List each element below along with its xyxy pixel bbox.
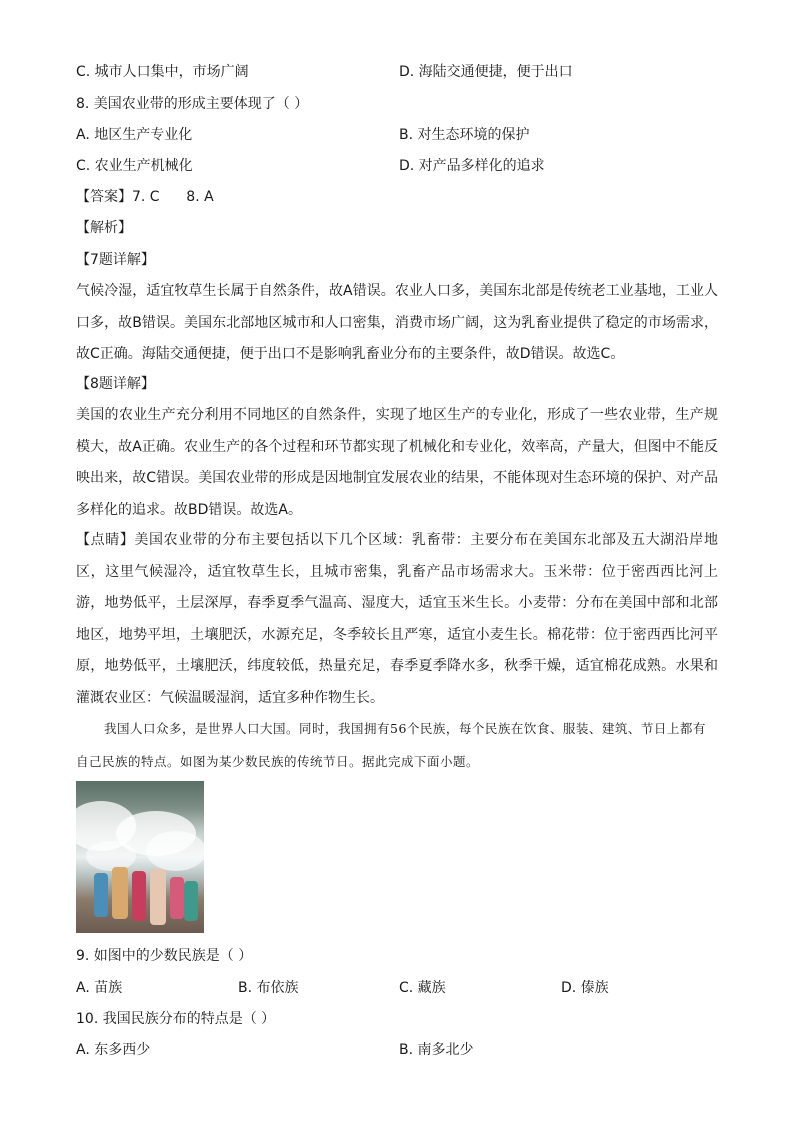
analysis-label: 【解析】	[76, 220, 132, 236]
q7-option-d: D. 海陆交通便捷，便于出口	[399, 64, 573, 80]
q9-option-a: A. 苗族	[76, 980, 123, 996]
detail7-label: 【7题详解】	[76, 252, 155, 268]
q8-stem: 8. 美国农业带的形成主要体现了（ ）	[76, 96, 309, 112]
q9-option-c: C. 藏族	[399, 980, 446, 996]
detail7-text: 气候冷湿，适宜牧草生长属于自然条件，故A错误。农业人口多，美国东北部是传统老工业基地，工业人口多，故B错误。美国东北部地区城市和人口密集，消费市场广阔，这为乳畜业提供了稳定的市场需求，故C正确。海陆交通便捷，便于出口不是影响乳畜业分布的主要条件，故D错误。故选C。	[76, 283, 718, 362]
answer-label: 【答案】	[76, 189, 132, 205]
q8-option-c: C. 农业生产机械化	[76, 158, 193, 174]
detail8-text: 美国的农业生产充分利用不同地区的自然条件，实现了地区生产的专业化，形成了一些农业带，生产规模大，故A正确。农业生产的各个过程和环节都实现了机械化和专业化，效率高，产量大，但图中不能反映出来，故C错误。美国农业带的形成是因地制宜发展农业的结果，不能体现对生态环境的保护、对产品多样化的追求。故BD错误。故选A。	[76, 407, 718, 518]
point-paragraph	[76, 525, 718, 714]
q9-stem: 9. 如图中的少数民族是（ ）	[76, 948, 253, 964]
q10-option-a: A. 东多西少	[76, 1042, 151, 1058]
point-text: 美国农业带的分布主要包括以下几个区域：乳畜带：主要分布在美国东北部及五大湖沿岸地区，这里气候湿冷，适宜牧草生长，且城市密集，乳畜产品市场需求大。玉米带：位于密西西比河上游，地势低平，土层深厚，春季夏季气温高、湿度大，适宜玉米生长。小麦带：分布在美国中部和北部地区，地势平坦，土壤肥沃，水源充足，冬季较长且严寒，适宜小麦生长。棉花带：位于密西西比河平原，地势低平，土壤肥沃，纬度较低，热量充足，春季夏季降水多，秋季干燥，适宜棉花成熟。水果和灌溉农业区：气候温暖湿润，适宜多种作物生长。	[76, 532, 719, 706]
intro-paragraph: 我国人口众多，是世界人口大国。同时，我国拥有56个民族，每个民族在饮食、服装、建筑、节日上都有自己民族的特点。如图为某少数民族的传统节日。据此完成下面小题。	[76, 721, 706, 769]
q7-option-c: C. 城市人口集中，市场广阔	[76, 64, 249, 80]
answer-text: 7. C 8. A	[132, 189, 214, 205]
answer-line	[76, 187, 214, 207]
point-label: 【点睛】	[76, 532, 135, 548]
q9-option-b: B. 布依族	[238, 980, 299, 996]
q9-option-d: D. 傣族	[561, 980, 609, 996]
detail8-label: 【8题详解】	[76, 376, 155, 392]
q10-stem: 10. 我国民族分布的特点是（ ）	[76, 1011, 276, 1027]
q8-option-a: A. 地区生产专业化	[76, 127, 193, 143]
q8-option-b: B. 对生态环境的保护	[399, 127, 530, 143]
q8-option-d: D. 对产品多样化的追求	[399, 158, 545, 174]
festival-photo	[76, 781, 204, 933]
q10-option-b: B. 南多北少	[399, 1042, 474, 1058]
